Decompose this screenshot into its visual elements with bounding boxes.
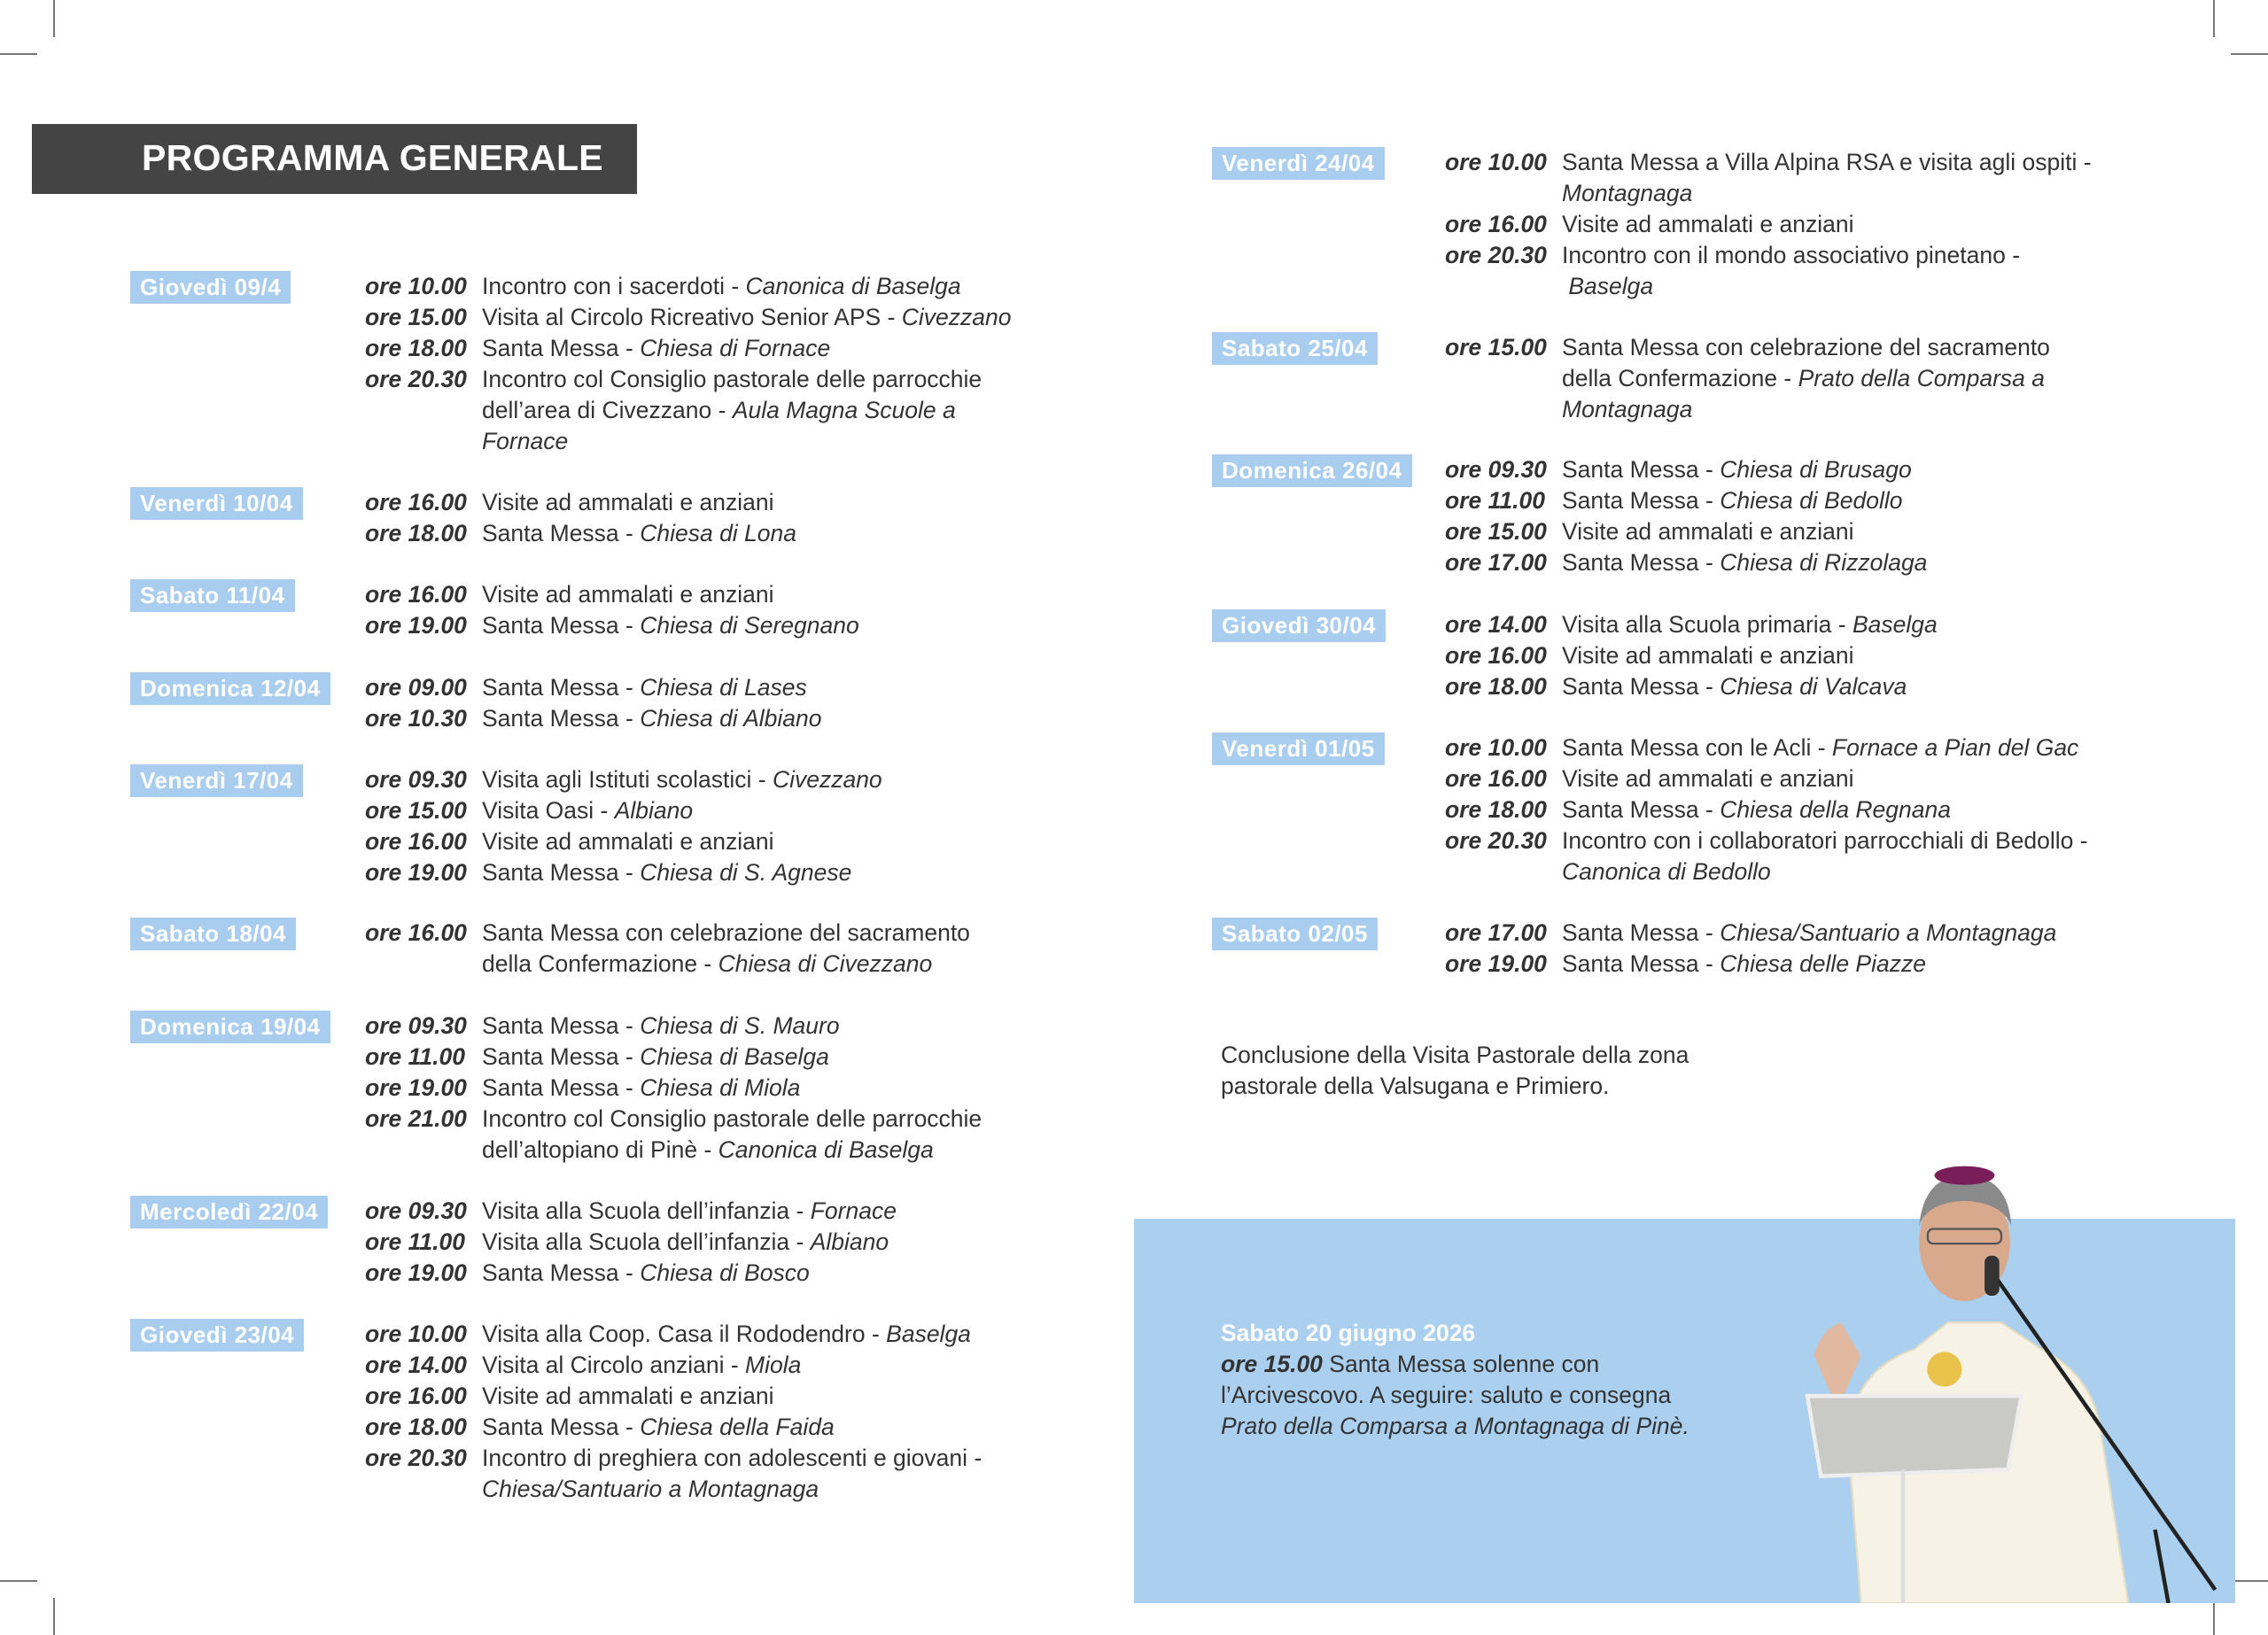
event-text: Santa Messa -: [482, 674, 641, 701]
event-text: Incontro con il mondo associativo pinetano -: [1562, 242, 2021, 268]
event-description: [482, 795, 693, 826]
crop-mark: [0, 1580, 37, 1582]
final-desc: Santa Messa solenne con l’Arcivescovo. A seguire: saluto e consegna: [1221, 1351, 1672, 1408]
event-row: [365, 1412, 982, 1443]
event-description: [482, 518, 796, 549]
event-description: [1562, 794, 1951, 825]
event-text: Santa Messa -: [1562, 796, 1720, 823]
event-row: [1445, 918, 2056, 949]
event-list: [365, 1011, 982, 1166]
event-description: [1562, 732, 2078, 763]
event-time: ore 11.00: [365, 1228, 465, 1255]
date-badge: Sabato 25/04: [1212, 332, 1378, 365]
event-time: ore 20.30: [1445, 827, 1547, 854]
event-description: [1562, 240, 2020, 302]
event-text: Santa Messa -: [482, 1043, 641, 1070]
event-location: Chiesa/Santuario a Montagnaga: [482, 1476, 819, 1502]
event-location: Chiesa di Lases: [640, 674, 807, 701]
event-location: Chiesa di Bosco: [640, 1259, 810, 1286]
event-description: [482, 271, 961, 302]
event-description: [1562, 209, 1853, 240]
date-badge: Domenica 26/04: [1212, 454, 1412, 487]
event-row: [365, 1104, 982, 1166]
event-text: Santa Messa -: [482, 612, 641, 639]
date-badge: Venerdì 17/04: [130, 764, 303, 797]
event-time: ore 16.00: [365, 489, 467, 515]
event-location: Chiesa di Seregnano: [640, 612, 859, 639]
event-text: Visite ad ammalati e anziani: [1562, 211, 1854, 237]
event-row: [365, 1073, 982, 1104]
event-description: [482, 1350, 801, 1381]
event-text: Visita al Circolo anziani -: [482, 1352, 746, 1378]
event-text: Visite ad ammalati e anziani: [482, 489, 774, 515]
event-text: Santa Messa -: [1562, 673, 1720, 700]
event-row: [1445, 485, 1927, 516]
event-description: [1562, 918, 2056, 949]
event-description: [482, 1443, 982, 1505]
event-text: Santa Messa con celebrazione del sacramento della Confermazione -: [1562, 334, 2050, 391]
event-text: Incontro col Consiglio pastorale delle parrocchie dell’altopiano di Pinè -: [482, 1105, 983, 1163]
event-location: Chiesa di S. Mauro: [640, 1012, 840, 1039]
date-badge: Sabato 18/04: [130, 918, 296, 950]
event-list: [365, 1319, 982, 1505]
date-badge: Sabato 02/05: [1212, 918, 1378, 950]
event-row: [1445, 147, 2092, 209]
event-text: Santa Messa a Villa Alpina RSA e visita agli ospiti -: [1562, 149, 2092, 175]
event-time: ore 16.00: [1445, 765, 1547, 792]
page-title: PROGRAMMA GENERALE: [142, 137, 603, 178]
conclusion-text: Conclusione della Visita Pastorale della zona pastorale della Valsugana e Primiero.: [1221, 1042, 1689, 1099]
event-row: [1445, 454, 1927, 485]
event-row: [365, 333, 1012, 364]
event-description: [482, 764, 882, 795]
event-text: Visita alla Coop. Casa il Rododendro -: [482, 1321, 887, 1347]
event-text: Incontro di preghiera con adolescenti e giovani -: [482, 1445, 983, 1471]
event-location: Chiesa di Miola: [640, 1074, 801, 1101]
event-description: [1562, 485, 1902, 516]
event-time: ore 09.30: [365, 766, 467, 793]
event-description: [1562, 547, 1927, 578]
event-description: [1562, 949, 1926, 980]
event-description: [482, 610, 859, 641]
event-text: Incontro con i sacerdoti -: [482, 273, 746, 299]
event-text: Santa Messa -: [1562, 549, 1720, 576]
event-text: Santa Messa -: [1562, 950, 1720, 977]
crop-mark: [53, 1598, 55, 1635]
event-list: [1445, 918, 2056, 980]
event-location: Civezzano: [772, 766, 882, 793]
event-description: [482, 364, 982, 457]
event-location: Chiesa di Bedollo: [1720, 487, 1903, 514]
event-text: Incontro con i collaboratori parrocchiali di Bedollo -: [1562, 827, 2088, 854]
event-location: Chiesa di Lona: [640, 520, 797, 546]
event-location: Chiesa di Albiano: [640, 705, 822, 732]
event-text: Santa Messa -: [482, 335, 641, 361]
event-row: [1445, 732, 2088, 763]
event-description: [482, 826, 773, 857]
date-badge: Domenica 12/04: [130, 672, 330, 705]
event-location: Montagnaga: [1562, 180, 1693, 206]
event-row: [365, 364, 1012, 457]
event-description: [1562, 147, 2092, 209]
date-badge: Giovedì 23/04: [130, 1319, 304, 1352]
event-time: ore 16.00: [365, 581, 467, 608]
event-time: ore 18.00: [365, 1414, 467, 1440]
event-location: Chiesa di Civezzano: [718, 950, 933, 977]
event-time: ore 21.00: [365, 1105, 467, 1132]
event-time: ore 15.00: [1445, 518, 1547, 545]
event-location: Prato della Comparsa a Montagnaga: [1562, 365, 2046, 422]
event-row: [365, 610, 859, 641]
event-description: [1562, 332, 2050, 425]
event-text: Santa Messa con celebrazione del sacramento della Confermazione -: [482, 919, 970, 977]
event-location: Chiesa della Faida: [640, 1414, 835, 1440]
event-list: [1445, 147, 2092, 302]
event-description: [482, 302, 1012, 333]
final-time: ore 15.00: [1221, 1351, 1323, 1377]
event-text: Santa Messa -: [482, 705, 641, 732]
event-time: ore 16.00: [365, 1383, 467, 1409]
event-description: [482, 1196, 897, 1227]
event-description: [482, 1227, 889, 1258]
event-time: ore 09.00: [365, 674, 467, 701]
event-time: ore 15.00: [1445, 334, 1547, 360]
event-text: Visita Oasi -: [482, 797, 615, 824]
event-row: [365, 1042, 982, 1073]
event-text: Visita alla Scuola dell’infanzia -: [482, 1228, 811, 1255]
event-time: ore 11.00: [365, 1043, 465, 1070]
event-time: ore 14.00: [365, 1352, 467, 1378]
event-description: [482, 1381, 773, 1412]
event-row: [365, 764, 882, 795]
event-time: ore 11.00: [1445, 487, 1545, 514]
event-description: [482, 857, 851, 888]
final-event: [1221, 1318, 1717, 1442]
event-location: Fornace: [810, 1197, 897, 1224]
event-text: Santa Messa -: [1562, 487, 1720, 514]
event-row: [365, 826, 882, 857]
event-time: ore 10.00: [365, 273, 467, 299]
event-location: Chiesa di Rizzolaga: [1720, 549, 1928, 576]
event-text: Visite ad ammalati e anziani: [482, 581, 774, 608]
event-time: ore 16.00: [1445, 642, 1547, 669]
event-text: Visite ad ammalati e anziani: [482, 828, 774, 855]
event-time: ore 17.00: [1445, 919, 1547, 946]
event-location: Albiano: [810, 1228, 889, 1255]
event-time: ore 10.30: [365, 705, 467, 732]
event-text: Santa Messa -: [482, 520, 641, 546]
crop-mark: [2231, 53, 2268, 55]
event-time: ore 19.00: [365, 859, 467, 886]
date-badge: Mercoledì 22/04: [130, 1196, 328, 1228]
event-row: [365, 1258, 897, 1289]
event-time: ore 09.30: [365, 1012, 467, 1039]
event-time: ore 20.30: [1445, 242, 1547, 268]
crop-mark: [2213, 1598, 2215, 1635]
event-row: [365, 271, 1012, 302]
event-list: [365, 918, 970, 980]
event-time: ore 17.00: [1445, 549, 1547, 576]
event-text: Santa Messa -: [482, 859, 641, 886]
event-row: [1445, 209, 2092, 240]
event-row: [365, 1011, 982, 1042]
event-row: [365, 795, 882, 826]
crop-mark: [53, 0, 55, 37]
event-location: Miola: [745, 1352, 802, 1378]
event-time: ore 18.00: [1445, 796, 1547, 823]
event-time: ore 14.00: [1445, 611, 1547, 638]
event-text: Santa Messa -: [482, 1074, 641, 1101]
event-description: [482, 1412, 835, 1443]
event-description: [482, 487, 773, 518]
event-row: [1445, 332, 2050, 425]
event-text: Santa Messa -: [1562, 456, 1720, 483]
event-time: ore 16.00: [365, 828, 467, 855]
event-text: Visite ad ammalati e anziani: [1562, 765, 1854, 792]
event-list: [1445, 732, 2088, 887]
event-text: Visita agli Istituti scolastici -: [482, 766, 773, 793]
event-description: [1562, 825, 2088, 887]
event-location: Chiesa di S. Agnese: [640, 859, 852, 886]
event-location: Baselga: [1852, 611, 1938, 638]
event-row: [1445, 794, 2088, 825]
event-time: ore 18.00: [365, 520, 467, 546]
event-row: [365, 703, 821, 734]
event-description: [482, 1319, 971, 1350]
date-badge: Giovedì 09/4: [130, 271, 291, 304]
event-row: [1445, 763, 2088, 794]
event-time: ore 20.30: [365, 366, 467, 392]
event-text: Visita alla Scuola primaria -: [1562, 611, 1852, 638]
event-text: Santa Messa -: [1562, 919, 1720, 946]
event-time: ore 10.00: [1445, 149, 1547, 175]
event-list: [365, 271, 1012, 457]
event-list: [1445, 454, 1927, 578]
event-description: [482, 1258, 810, 1289]
event-text: Santa Messa -: [482, 1012, 641, 1039]
crop-mark: [2213, 0, 2215, 37]
event-location: Baselga: [886, 1321, 971, 1347]
event-list: [365, 1196, 897, 1289]
event-list: [365, 487, 796, 549]
event-text: Visite ad ammalati e anziani: [1562, 642, 1854, 669]
event-row: [1445, 825, 2088, 887]
event-row: [365, 518, 796, 549]
event-location: Aula Magna Scuole a Fornace: [482, 397, 956, 454]
event-location: Chiesa della Regnana: [1720, 796, 1951, 823]
event-row: [365, 302, 1012, 333]
date-badge: Sabato 11/04: [130, 579, 295, 612]
event-row: [365, 1350, 982, 1381]
event-location: Chiesa di Baselga: [640, 1043, 829, 1070]
event-description: [482, 1104, 982, 1166]
event-row: [1445, 516, 1927, 547]
event-text: Santa Messa -: [482, 1414, 641, 1440]
event-list: [365, 579, 859, 641]
event-time: ore 19.00: [365, 1259, 467, 1286]
event-location: Chiesa delle Piazze: [1720, 950, 1926, 977]
event-list: [1445, 332, 2050, 425]
event-time: ore 15.00: [365, 304, 467, 330]
event-location: Canonica di Baselga: [718, 1136, 934, 1163]
event-description: [1562, 454, 1912, 485]
event-description: [1562, 763, 1853, 794]
event-text: Visita al Circolo Ricreativo Senior APS -: [482, 304, 902, 330]
event-list: [1445, 609, 1938, 702]
section-header: [32, 124, 637, 194]
event-list: [365, 764, 882, 888]
event-description: [482, 672, 807, 703]
crop-mark: [0, 53, 37, 55]
event-location: Baselga: [1562, 273, 1654, 299]
event-row: [365, 1227, 897, 1258]
event-time: ore 15.00: [365, 797, 467, 824]
final-location: Prato della Comparsa a Montagnaga di Pinè.: [1221, 1413, 1689, 1439]
event-location: Chiesa di Brusago: [1720, 456, 1912, 483]
event-row: [365, 1443, 982, 1505]
event-row: [1445, 547, 1927, 578]
date-badge: Venerdì 24/04: [1212, 147, 1385, 180]
archbishop-photo: [1781, 1010, 2235, 1603]
event-description: [482, 1073, 800, 1104]
event-row: [365, 487, 796, 518]
event-time: ore 19.00: [365, 612, 467, 639]
event-row: [365, 672, 821, 703]
event-location: Albiano: [614, 797, 694, 824]
event-location: Canonica di Bedollo: [1562, 858, 1771, 885]
event-row: [365, 1196, 897, 1227]
event-row: [1445, 640, 1938, 671]
event-row: [365, 1319, 982, 1350]
final-date: Sabato 20 giugno 2026: [1221, 1320, 1476, 1346]
date-badge: Giovedì 30/04: [1212, 609, 1386, 642]
event-time: ore 10.00: [365, 1321, 467, 1347]
event-time: ore 18.00: [1445, 673, 1547, 700]
event-row: [365, 857, 882, 888]
crop-mark: [2231, 1580, 2268, 1582]
event-time: ore 16.00: [1445, 211, 1547, 237]
event-row: [1445, 240, 2092, 302]
event-location: Fornace a Pian del Gac: [1831, 734, 2079, 761]
event-text: Santa Messa -: [482, 1259, 641, 1286]
event-description: [482, 1042, 829, 1073]
event-location: Chiesa/Santuario a Montagnaga: [1720, 919, 2057, 946]
event-description: [482, 333, 830, 364]
date-badge: Venerdì 10/04: [130, 487, 303, 520]
event-location: Chiesa di Valcava: [1720, 673, 1907, 700]
event-text: Santa Messa con le Acli -: [1562, 734, 1832, 761]
event-location: Canonica di Baselga: [745, 273, 961, 299]
event-time: ore 09.30: [365, 1197, 467, 1224]
event-description: [1562, 640, 1853, 671]
event-row: [365, 579, 859, 610]
event-text: Visita alla Scuola dell’infanzia -: [482, 1197, 811, 1224]
event-time: ore 10.00: [1445, 734, 1547, 761]
event-time: ore 19.00: [365, 1074, 467, 1101]
event-location: Civezzano: [901, 304, 1012, 330]
event-text: Visite ad ammalati e anziani: [482, 1383, 774, 1409]
event-time: ore 16.00: [365, 919, 467, 946]
event-description: [1562, 609, 1938, 640]
event-time: ore 18.00: [365, 335, 467, 361]
event-row: [1445, 671, 1938, 702]
event-text: Incontro col Consiglio pastorale delle parrocchie dell’area di Civezzano -: [482, 366, 983, 423]
event-row: [365, 918, 970, 980]
event-location: Chiesa di Fornace: [640, 335, 831, 361]
event-description: [482, 703, 821, 734]
event-description: [1562, 671, 1907, 702]
date-badge: Domenica 19/04: [130, 1011, 330, 1043]
event-time: ore 19.00: [1445, 950, 1547, 977]
event-row: [1445, 949, 2056, 980]
date-badge: Venerdì 01/05: [1212, 732, 1385, 765]
event-time: ore 20.30: [365, 1445, 467, 1471]
event-description: [482, 918, 970, 980]
event-description: [1562, 516, 1853, 547]
event-row: [365, 1381, 982, 1412]
event-description: [482, 579, 773, 610]
event-time: ore 09.30: [1445, 456, 1547, 483]
event-row: [1445, 609, 1938, 640]
event-list: [365, 672, 821, 734]
event-description: [482, 1011, 840, 1042]
event-text: Visite ad ammalati e anziani: [1562, 518, 1854, 545]
